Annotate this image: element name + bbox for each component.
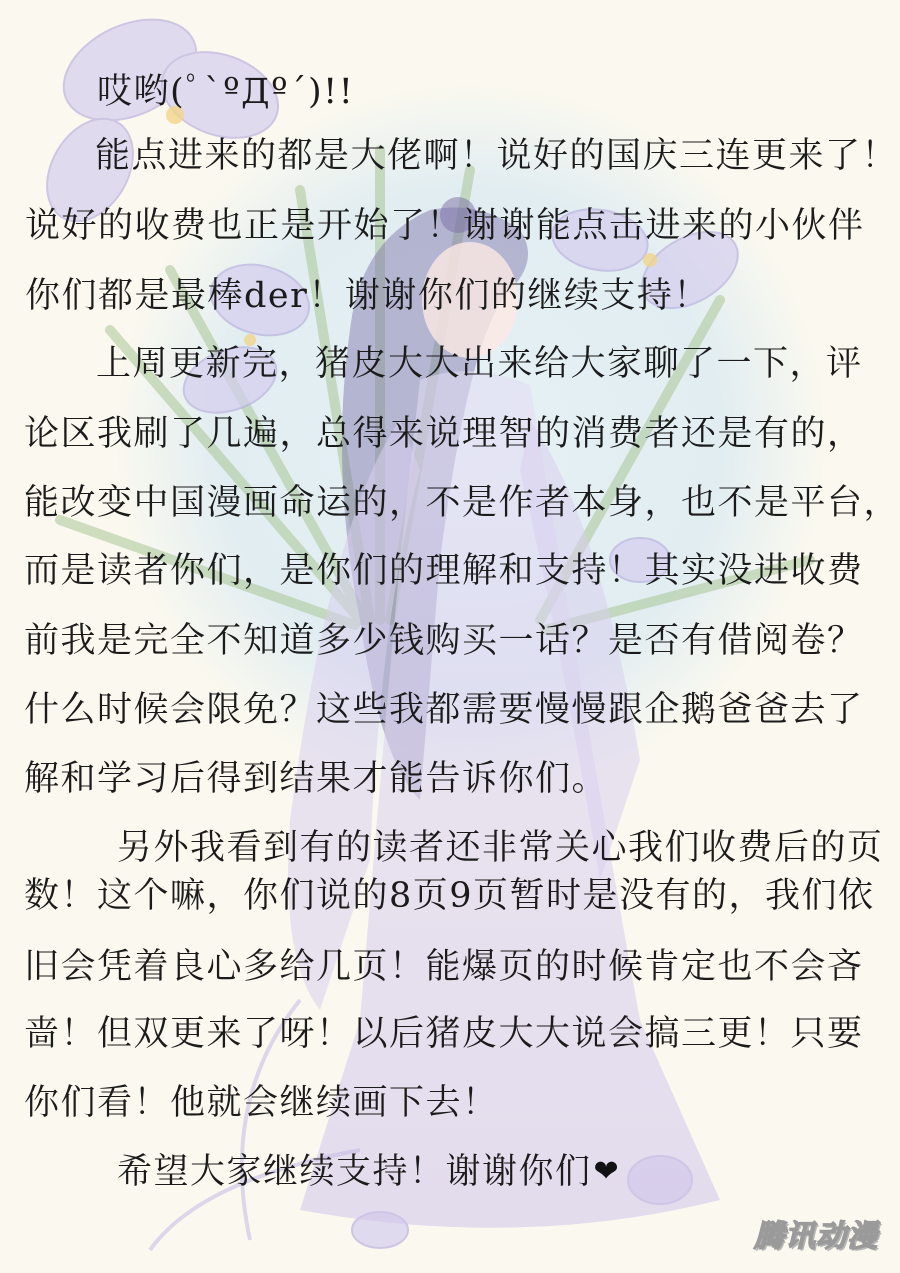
letter-line-7: 能改变中国漫画命运的，不是作者本身，也不是平台， [24, 483, 900, 523]
watermark-logo: 腾讯动漫 [754, 1219, 878, 1254]
closing-text: 希望大家继续支持！谢谢你们 [117, 1152, 592, 1192]
letter-line-17 [117, 1150, 620, 1194]
letter-line-15: 啬！但双更来了呀！以后猪皮大大说会搞三更！只要 [24, 1014, 864, 1054]
letter-line-11: 解和学习后得到结果才能告诉你们。 [24, 759, 609, 799]
letter-line-6: 论区我刷了几遍，总得来说理智的消费者还是有的， [24, 414, 864, 454]
letter-line-14: 旧会凭着良心多给几页！能爆页的时候肯定也不会吝 [24, 947, 864, 987]
letter-line-3: 说好的收费也正是开始了！谢谢能点击进来的小伙伴 [25, 206, 865, 246]
letter-line-4: 你们都是最棒der！谢谢你们的继续支持！ [25, 276, 710, 316]
heart-icon: ❤ [593, 1154, 621, 1189]
letter-line-8: 而是读者你们，是你们的理解和支持！其实没进收费 [24, 551, 864, 591]
letter-line-5: 上周更新完，猪皮大大出来给大家聊了一下，评 [96, 344, 863, 384]
letter-line-1: 哎哟(ﾟ`ºДº´)!! [97, 72, 355, 112]
letter-line-13: 数！这个嘛，你们说的8页9页暂时是没有的，我们依 [24, 876, 875, 916]
letter-line-12: 另外我看到有的读者还非常关心我们收费后的页 [117, 828, 884, 868]
letter-line-9: 前我是完全不知道多少钱购买一话？是否有借阅卷？ [24, 621, 864, 661]
letter-line-10: 什么时候会限免？这些我都需要慢慢跟企鹅爸爸去了 [24, 690, 864, 730]
letter-line-16: 你们看！他就会继续画下去！ [24, 1083, 499, 1123]
letter-line-2: 能点进来的都是大佬啊！说好的国庆三连更来了！ [95, 136, 899, 176]
